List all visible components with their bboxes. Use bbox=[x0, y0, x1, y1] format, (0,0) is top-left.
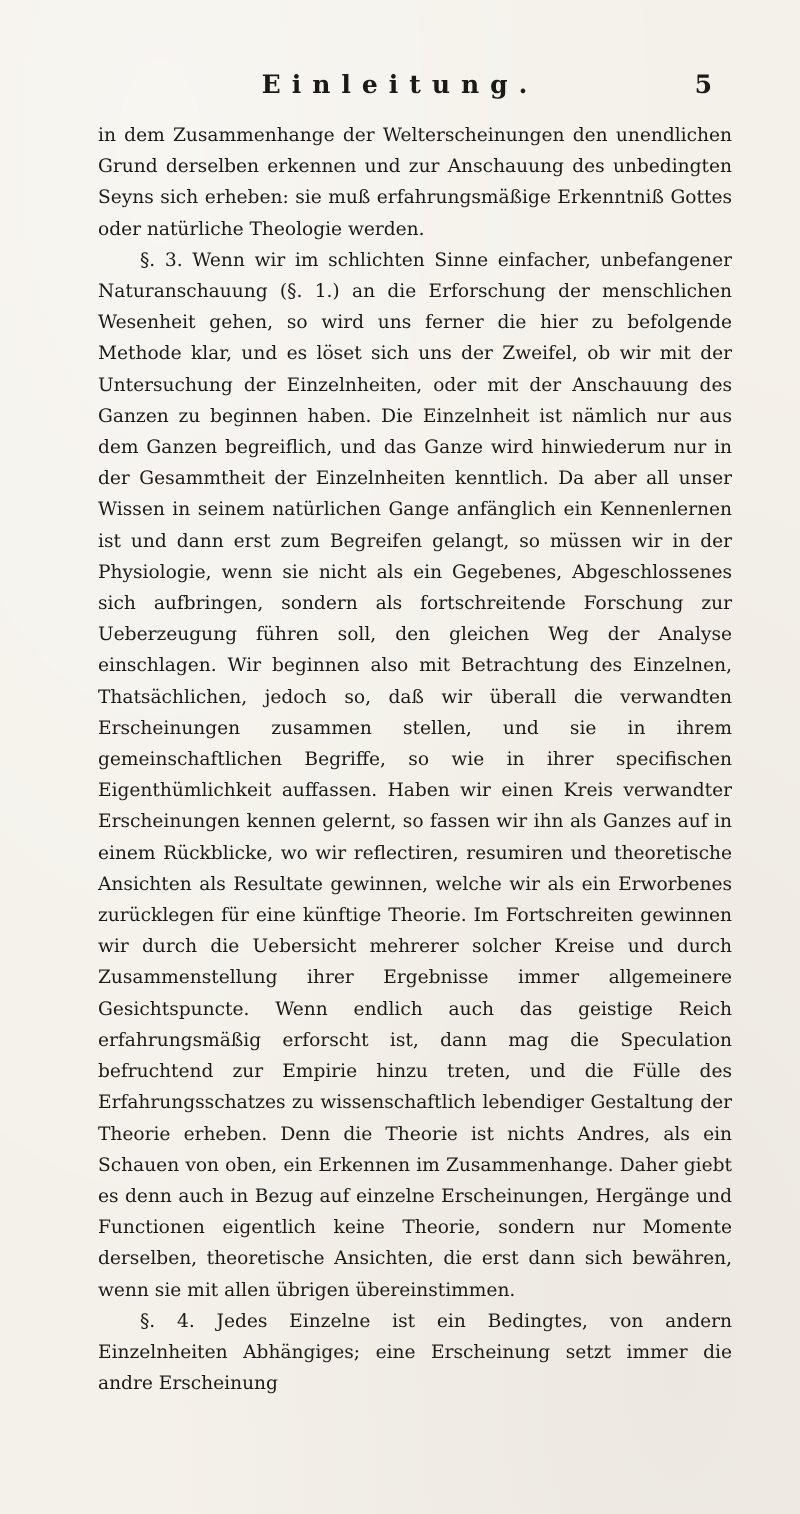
paragraph-section-4: §. 4. Jedes Einzelne ist ein Bedingtes, von andern Einzelnheiten Abhängiges; eine Erscheinung setzt immer die andre Erscheinung bbox=[98, 1310, 732, 1395]
paragraph-continuation: in dem Zusammenhange der Welterscheinungen den unendlichen Grund derselben erkennen und zur Anschauung des unbedingten Seyns sich erheben: sie muß erfahrungsmäßige Erkenntniß Gottes oder natürliche Theologie werden. bbox=[98, 125, 732, 240]
paragraph-section-3: §. 3. Wenn wir im schlichten Sinne einfacher, unbefangener Naturanschauung (§. 1.) an die Erforschung der menschlichen Wesenheit gehen, so wird uns ferner die hier zu befolgende Methode klar, und es löset sich uns der Zweifel, ob wir mit der Untersuchung der Einzelnheiten, oder mit der Anschauung des Ganzen zu beginnen haben. Die Einzelnheit ist nämlich nur aus dem Ganzen begreiflich, und das Ganze wird hinwiederum nur in der Gesammtheit der Einzelnheiten kenntlich. Da aber all unser Wissen in seinem natürlichen Gange anfänglich ein Kennenlernen ist und dann erst zum Begreifen gelangt, so müssen wir in der Physiologie, wenn sie nicht als ein Gegebenes, Abgeschlossenes sich aufbringen, sondern als fortschreitende Forschung zur Ueberzeugung führen soll, den gleichen Weg der Analyse einschlagen. Wir beginnen also mit Betrachtung des Einzelnen, Thatsächlichen, jedoch so, daß wir überall die verwandten Erscheinungen zusammen stellen, und sie in ihrem gemeinschaftlichen Begriffe, so wie in ihrer specifischen Eigenthümlichkeit auffassen. Haben wir einen Kreis verwandter Erscheinungen kennen gelernt, so fassen wir ihn als Ganzes auf in einem Rückblicke, wo wir reflectiren, resumiren und theoretische Ansichten als Resultate gewinnen, welche wir als ein Erworbenes zurücklegen für eine künftige Theorie. Im Fortschreiten gewinnen wir durch die Uebersicht mehrerer solcher Kreise und durch Zusammenstellung ihrer Ergebnisse immer allgemeinere Gesichtspuncte. Wenn endlich auch das geistige Reich erfahrungsmäßig erforscht ist, dann mag die Speculation befruchtend zur Empirie hinzu treten, und die Fülle des Erfahrungsschatzes zu wissenschaftlich lebendiger Gestaltung der Theorie erheben. Denn die Theorie ist nichts Andres, als ein Schauen von oben, ein Erkennen im Zusammenhange. Daher giebt es denn auch in Bezug auf einzelne Erscheinungen, Hergänge und Functionen eigentlich keine Theorie, sondern nur Momente derselben, theoretische Ansichten, die erst dann sich bewähren, wenn sie mit allen übrigen übereinstimmen. bbox=[98, 249, 732, 1301]
page-number: 5 bbox=[694, 70, 712, 99]
running-head bbox=[0, 70, 800, 110]
running-title: Einleitung. bbox=[261, 70, 539, 99]
body-text bbox=[98, 120, 732, 1399]
